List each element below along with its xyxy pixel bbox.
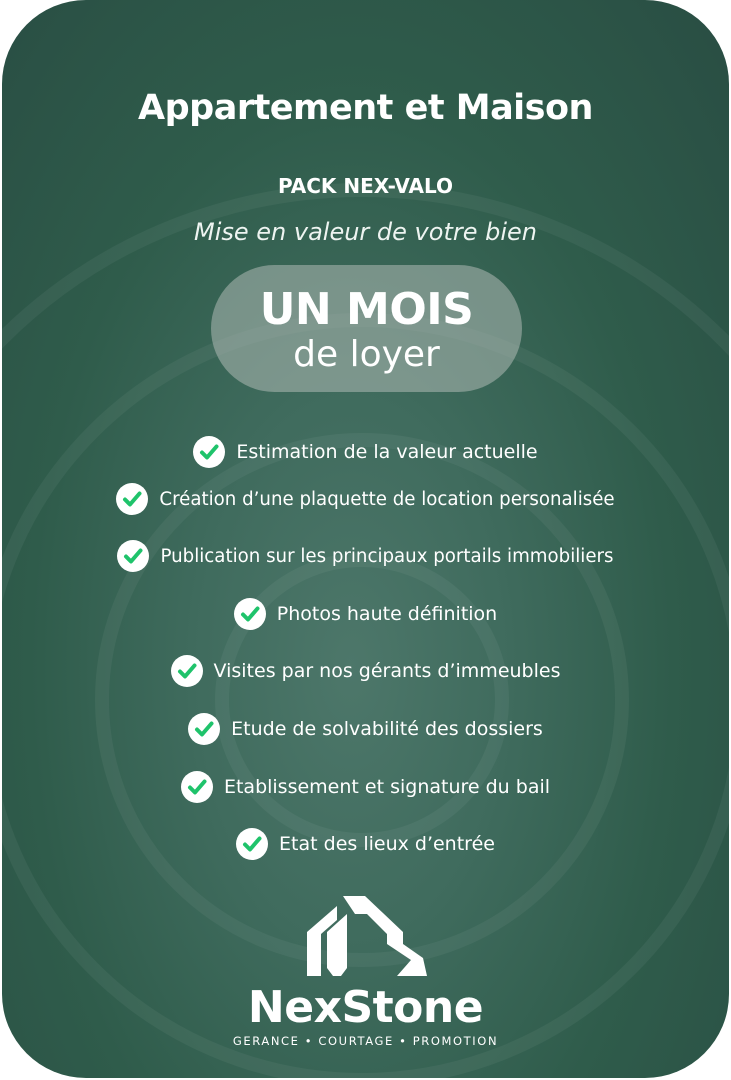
feature-label: Visites par nos gérants d’immeubles [213,660,561,682]
pack-subtitle: Mise en valeur de votre bien [194,218,537,246]
check-circle-icon [117,540,149,572]
price-badge [211,265,522,392]
feature-item [2,711,729,747]
check-circle-icon [171,655,203,687]
feature-label: Estimation de la valeur actuelle [236,441,538,463]
price-main: UN MOIS [259,284,474,335]
feature-item [2,769,729,805]
feature-label: Création d’une plaquette de location personalisée [159,488,615,510]
page-title: Appartement et Maison [138,88,593,128]
feature-label: Etude de solvabilité des dossiers [231,718,543,740]
feature-label: Photos haute définition [276,603,498,625]
feature-item [2,481,729,517]
check-circle-icon [236,828,268,860]
feature-item [2,538,729,574]
price-sub: de loyer [293,334,440,375]
nexstone-logo-icon [307,892,427,976]
feature-label: Publication sur les principaux portails immobiliers [160,545,614,567]
check-circle-icon [234,598,266,630]
check-circle-icon [116,483,148,515]
brand-name: NexStone [247,982,484,1033]
brand-tagline: GERANCE • COURTAGE • PROMOTION [232,1034,499,1048]
check-circle-icon [188,713,220,745]
feature-item [2,596,729,632]
feature-item [2,434,729,470]
feature-label: Etat des lieux d’entrée [279,833,495,855]
pack-card [2,0,729,1078]
feature-label: Etablissement et signature du bail [223,776,551,798]
feature-item [2,826,729,862]
check-circle-icon [193,436,225,468]
pack-name: PACK NEX-VALO [277,174,454,198]
check-circle-icon [181,771,213,803]
feature-item [2,653,729,689]
